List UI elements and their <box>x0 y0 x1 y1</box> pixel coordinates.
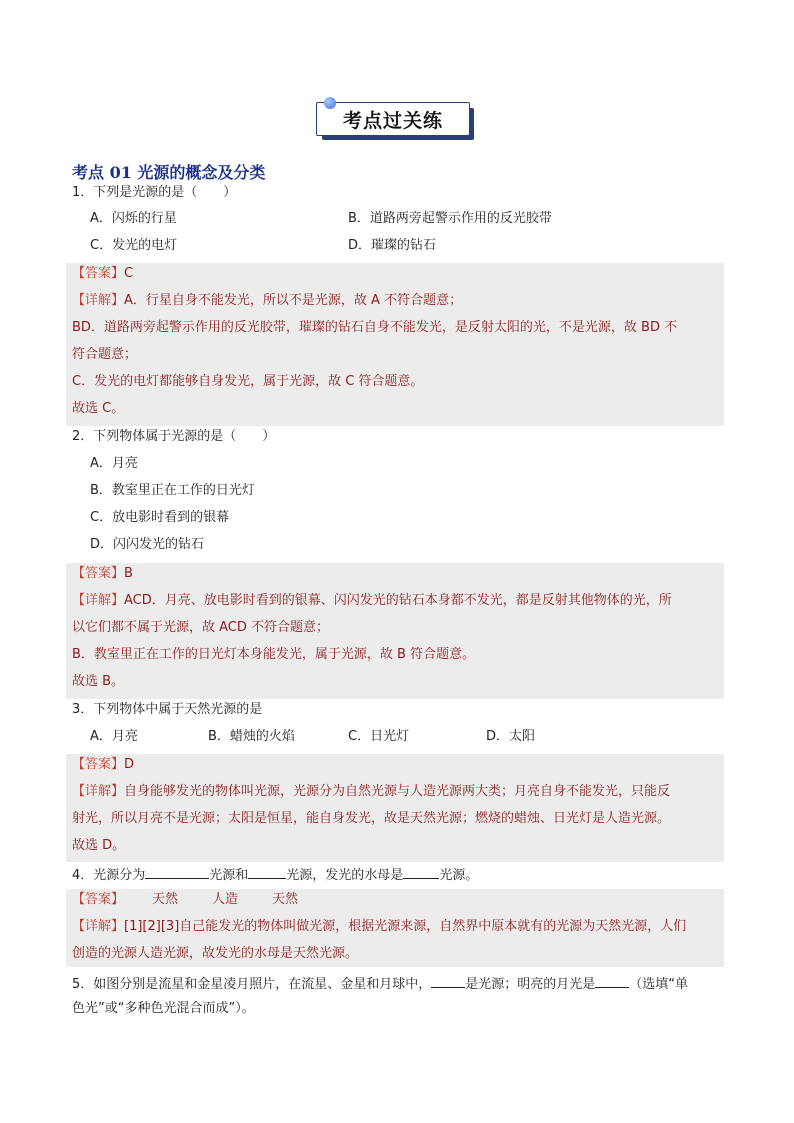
q4-answer-1: 天然 <box>152 892 179 907</box>
answer-tag: 【答案】 <box>72 266 125 281</box>
q1-option-c: C．发光的电灯 <box>90 238 178 253</box>
q1-detail-3: 符合题意； <box>72 347 138 362</box>
q1-answer-block <box>66 263 724 426</box>
q1-option-b: B．道路两旁起警示作用的反光胶带 <box>348 211 552 226</box>
q3-answer-block <box>66 754 724 862</box>
q4-blank-2 <box>248 864 286 879</box>
q3-detail-1: 自身能够发光的物体叫光源，光源分为自然光源与人造光源两大类；月亮自身不能发光，只能反 <box>124 784 671 799</box>
q2-detail-1: ACD．月亮、放电影时看到的银幕、闪闪发光的钻石本身都不发光，都是反射其他物体的光，所 <box>124 593 672 608</box>
q3-option-b: B．蜡烛的火焰 <box>208 729 295 744</box>
q2-detail-3: B．教室里正在工作的日光灯本身能发光，属于光源，故 B 符合题意。 <box>72 647 476 662</box>
q1-detail-line-1 <box>72 292 462 310</box>
q4-answer-block <box>66 889 724 967</box>
q5-stem-a: 5．如图分别是流星和金星凌月照片，在流星、金星和月球中， <box>72 977 432 992</box>
q5-blank-1 <box>431 973 465 988</box>
q1-detail-5: 故选 C。 <box>72 401 125 416</box>
q4-answer-2: 人造 <box>212 892 239 907</box>
q2-stem: 2．下列物体属于光源的是（ ） <box>72 429 276 444</box>
q5-stem-c: （选填“单 <box>629 977 689 992</box>
q3-detail-3: 故选 D。 <box>72 838 126 853</box>
detail-tag: 【详解】 <box>72 784 125 799</box>
banner-title: 考点过关练 <box>316 102 470 136</box>
q3-option-c: C．日光灯 <box>348 729 410 744</box>
answer-tag: 【答案】 <box>72 566 125 581</box>
q4-stem-d: 光源。 <box>439 868 479 883</box>
q4-stem-c: 光源，发光的水母是 <box>286 868 404 883</box>
answer-tag: 【答案】 <box>72 892 125 907</box>
q4-detail-1: [1][2][3]自己能发光的物体叫做光源，根据光源来源，自然界中原本就有的光源为天然光源，人们 <box>124 919 687 934</box>
q5-stem-b: 是光源；明亮的月光是 <box>465 977 596 992</box>
q4-stem-b: 光源和 <box>209 868 249 883</box>
q3-answer-line <box>72 756 134 774</box>
q1-detail-1: A．行星自身不能发光，所以不是光源，故 A 不符合题意； <box>124 293 463 308</box>
q2-option-d: D．闪闪发光的钻石 <box>90 537 205 552</box>
q1-answer-line <box>72 265 133 283</box>
q4-answer-line <box>72 891 298 909</box>
q3-option-d: D．太阳 <box>486 729 536 744</box>
section-title: 考点 01 光源的概念及分类 <box>72 163 266 182</box>
q4-detail-2: 创造的光源人造光源，故发光的水母是天然光源。 <box>72 946 359 961</box>
banner-dot-icon <box>324 97 336 109</box>
q2-detail-2: 以它们都不属于光源，故 ACD 不符合题意； <box>72 620 330 635</box>
q2-answer-line <box>72 565 133 583</box>
q4-stem <box>72 864 478 885</box>
q4-answer-3: 天然 <box>272 892 299 907</box>
q2-answer-block <box>66 563 724 699</box>
q2-option-b: B．教室里正在工作的日光灯 <box>90 483 255 498</box>
q3-detail-2: 射光，所以月亮不是光源；太阳是恒星，能自身发光，故是天然光源；燃烧的蜡烛、日光灯是人造光源。 <box>72 811 671 826</box>
detail-tag: 【详解】 <box>72 293 125 308</box>
q4-blank-1 <box>145 864 209 879</box>
q2-option-a: A．月亮 <box>90 456 138 471</box>
q4-blank-3 <box>403 864 439 879</box>
q3-stem: 3．下列物体中属于天然光源的是 <box>72 702 263 717</box>
q2-answer: B <box>124 566 133 581</box>
q2-option-c: C．放电影时看到的银幕 <box>90 510 230 525</box>
q5-stem-line-2: 色光”或“多种色光混合而成”）。 <box>72 1001 255 1016</box>
q1-detail-2: BD．道路两旁起警示作用的反光胶带，璀璨的钻石自身不能发光，是反射太阳的光，不是光源，故 BD 不 <box>72 320 678 335</box>
q2-detail-4: 故选 B。 <box>72 674 125 689</box>
q3-option-a: A．月亮 <box>90 729 138 744</box>
q1-answer: C <box>124 266 134 281</box>
answer-tag: 【答案】 <box>72 757 125 772</box>
detail-tag: 【详解】 <box>72 593 125 608</box>
q5-stem-line-1 <box>72 973 688 994</box>
q1-option-a: A．闪烁的行星 <box>90 211 177 226</box>
q1-detail-4: C．发光的电灯都能够自身发光，属于光源，故 C 符合题意。 <box>72 374 424 389</box>
q2-detail-line-1 <box>72 592 672 610</box>
q4-stem-a: 4．光源分为 <box>72 868 146 883</box>
section-banner <box>316 102 474 140</box>
q1-stem: 1．下列是光源的是（ ） <box>72 185 237 200</box>
q1-option-d: D．璀璨的钻石 <box>348 238 437 253</box>
q4-detail-line-1 <box>72 918 686 936</box>
q5-blank-2 <box>595 973 629 988</box>
q3-detail-line-1 <box>72 783 670 801</box>
detail-tag: 【详解】 <box>72 919 125 934</box>
q3-answer: D <box>124 757 135 772</box>
